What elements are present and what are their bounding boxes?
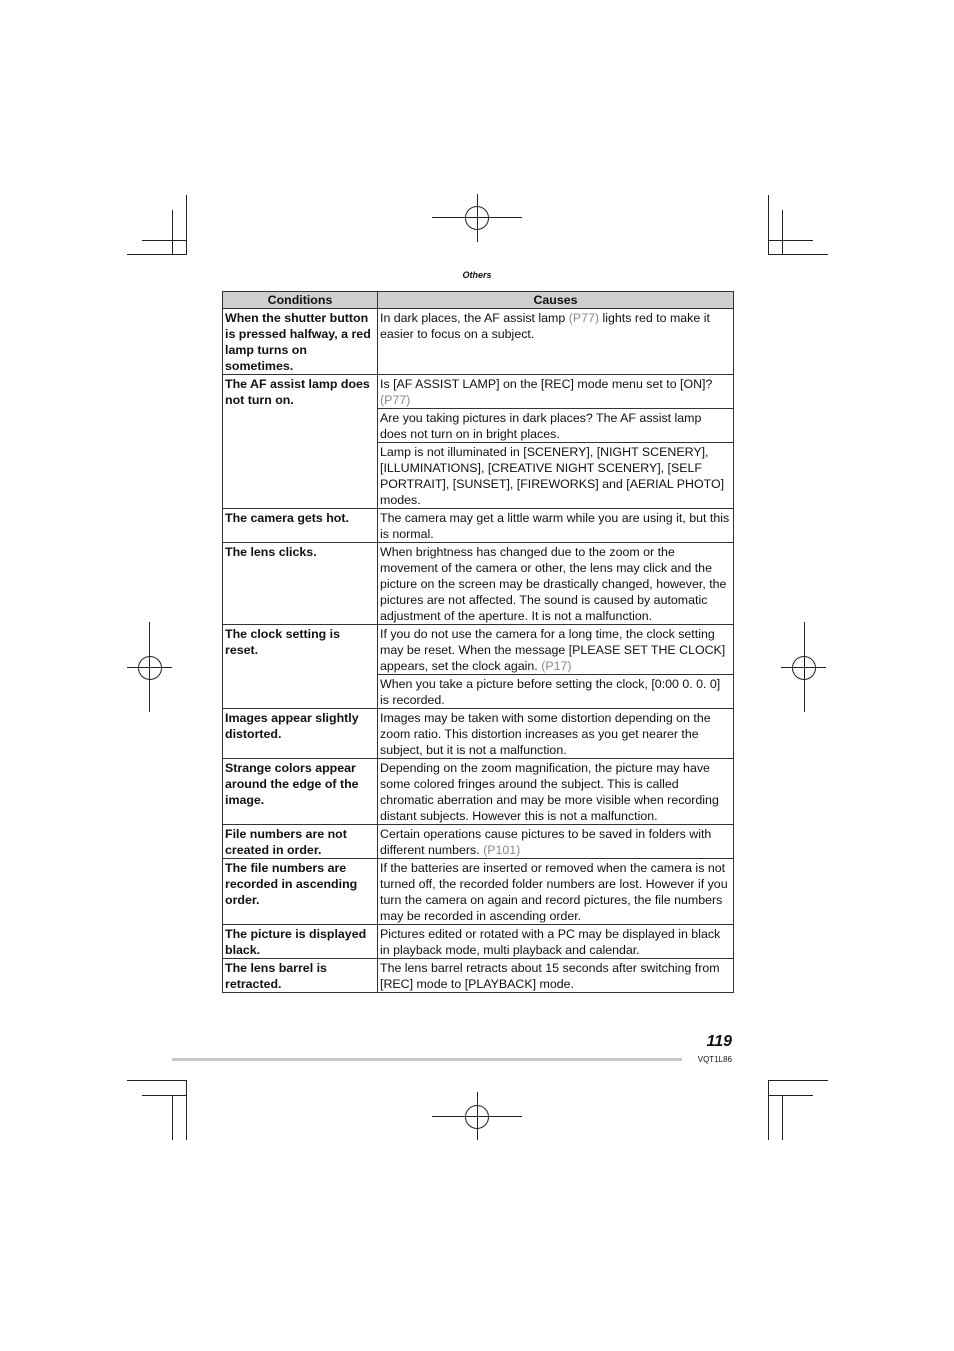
condition-cell: The camera gets hot. (223, 509, 378, 543)
troubleshooting-table (222, 291, 734, 993)
document-code: VQT1L86 (697, 1055, 732, 1064)
cause-cell: If the batteries are inserted or removed when the camera is not turned off, the recorded folder numbers are lost. However if you turn the camera on again and record pictures, the file numbers may be recorded in ascending order. (378, 859, 734, 925)
condition-cell: File numbers are not created in order. (223, 825, 378, 859)
conditions-header: Conditions (223, 292, 378, 309)
table-row (223, 759, 734, 825)
cause-cell: Are you taking pictures in dark places? The AF assist lamp does not turn on in bright places. (378, 409, 734, 443)
cause-cell: Certain operations cause pictures to be saved in folders with different numbers. (P101) (378, 825, 734, 859)
table-row (223, 509, 734, 543)
condition-cell: The clock setting is reset. (223, 625, 378, 709)
cause-cell: Pictures edited or rotated with a PC may be displayed in black in playback mode, multi playback and calendar. (378, 925, 734, 959)
condition-cell: The lens barrel is retracted. (223, 959, 378, 993)
cause-cell: In dark places, the AF assist lamp (P77) lights red to make it easier to focus on a subject. (378, 309, 734, 375)
condition-cell: The file numbers are recorded in ascending order. (223, 859, 378, 925)
cause-cell: Lamp is not illuminated in [SCENERY], [NIGHT SCENERY], [ILLUMINATIONS], [CREATIVE NIGHT SCENERY], [SELF PORTRAIT], [SUNSET], [FIREWORKS] and [AERIAL PHOTO] modes. (378, 443, 734, 509)
page-reference: (P101) (483, 843, 521, 857)
condition-cell: When the shutter button is pressed halfway, a red lamp turns on sometimes. (223, 309, 378, 375)
causes-header: Causes (378, 292, 734, 309)
cause-cell: If you do not use the camera for a long time, the clock setting may be reset. When the message [PLEASE SET THE CLOCK] appears, set the clock again. (P17) (378, 625, 734, 675)
table-row (223, 709, 734, 759)
table-row (223, 925, 734, 959)
condition-cell: Strange colors appear around the edge of the image. (223, 759, 378, 825)
section-title: Others (462, 270, 492, 280)
cause-cell: Images may be taken with some distortion depending on the zoom ratio. This distortion increases as you get nearer the subject, but it is not a malfunction. (378, 709, 734, 759)
footer-rule (172, 1058, 682, 1061)
table-row (223, 543, 734, 625)
cause-cell: When brightness has changed due to the zoom or the movement of the camera or other, the lens may click and the picture on the screen may be drastically changed, however, the pictures are not affected. The sound is caused by automatic adjustment of the aperture. It is not a malfunction. (378, 543, 734, 625)
table-row (223, 375, 734, 409)
page-reference: (P77) (380, 393, 411, 407)
page-number: 119 (706, 1033, 732, 1050)
page-reference: (P77) (568, 311, 600, 325)
cause-cell: The lens barrel retracts about 15 seconds after switching from [REC] mode to [PLAYBACK] mode. (378, 959, 734, 993)
cause-cell: Depending on the zoom magnification, the picture may have some colored fringes around the subject. This is called chromatic aberration and may be more visible when recording distant subjects. However this is not a malfunction. (378, 759, 734, 825)
condition-cell: The lens clicks. (223, 543, 378, 625)
table-header-row (223, 292, 734, 309)
cause-cell: When you take a picture before setting the clock, [0:00 0. 0. 0] is recorded. (378, 675, 734, 709)
condition-cell: The AF assist lamp does not turn on. (223, 375, 378, 509)
table-row (223, 625, 734, 675)
cause-cell: The camera may get a little warm while you are using it, but this is normal. (378, 509, 734, 543)
cause-cell: Is [AF ASSIST LAMP] on the [REC] mode menu set to [ON]? (P77) (378, 375, 734, 409)
table-row (223, 859, 734, 925)
condition-cell: Images appear slightly distorted. (223, 709, 378, 759)
table-row (223, 309, 734, 375)
table-row (223, 825, 734, 859)
condition-cell: The picture is displayed black. (223, 925, 378, 959)
table-row (223, 959, 734, 993)
page-reference: (P17) (541, 659, 572, 673)
